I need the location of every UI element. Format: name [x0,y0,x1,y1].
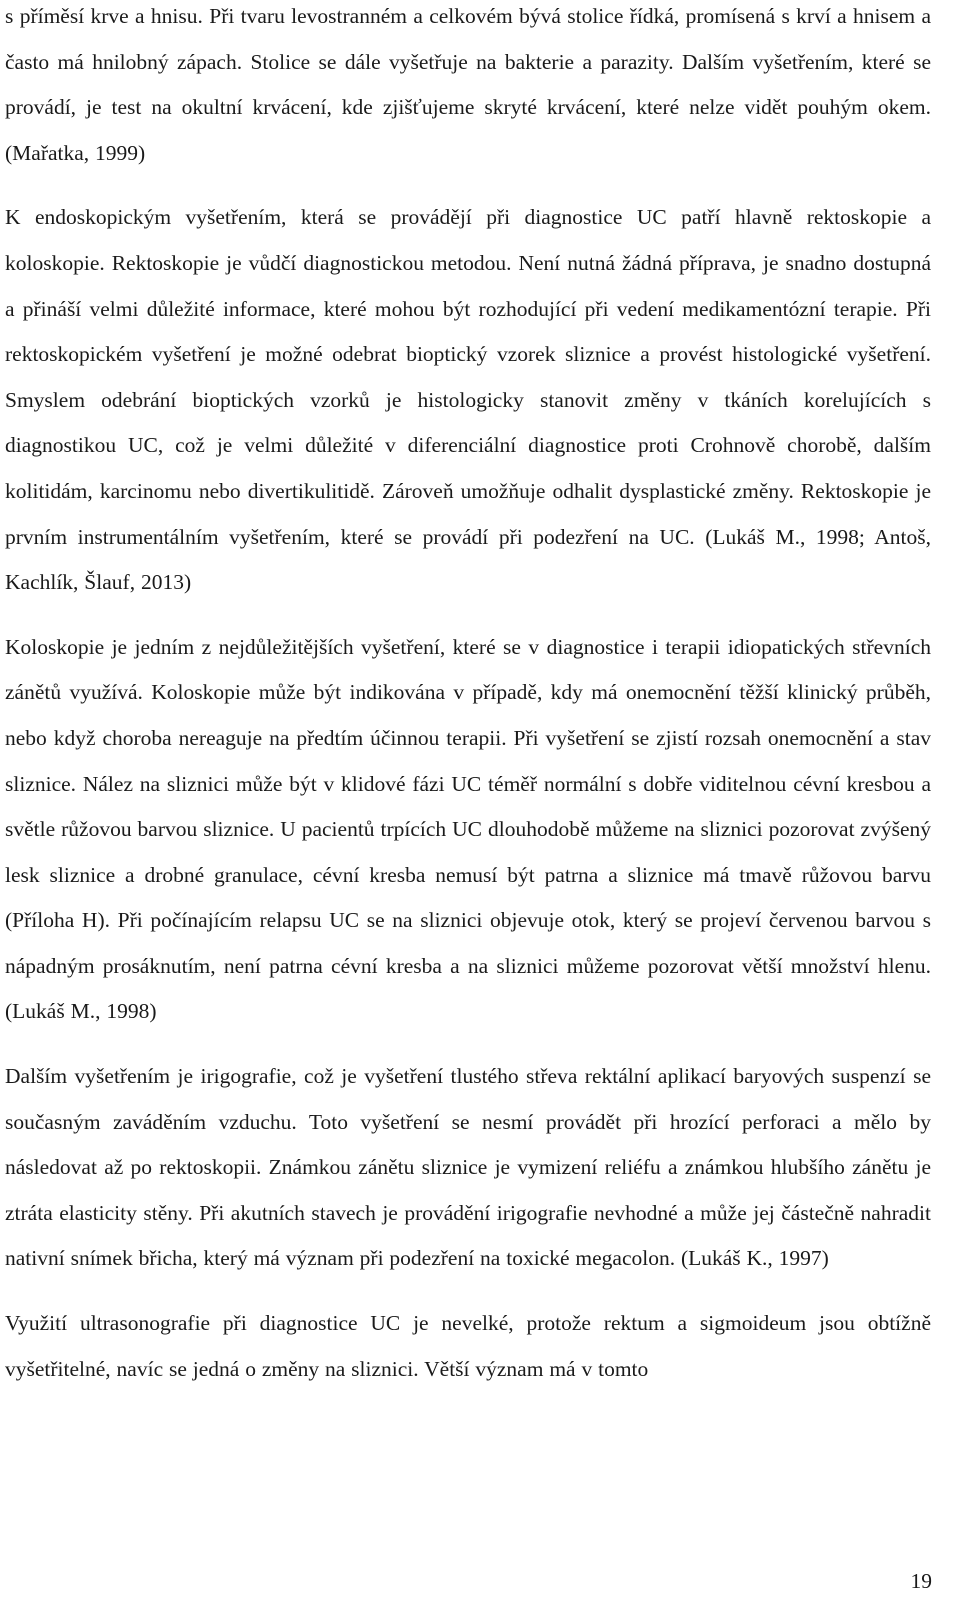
document-page [5,0,931,1392]
page-number: 19 [910,1569,932,1593]
paragraph-ultrasonography: Využití ultrasonografie při diagnostice UC je nevelké, protože rektum a sigmoideum jsou obtížně vyšetřitelné, navíc se jedná o změny na sliznici. Větší význam má v tomto [5,1311,931,1381]
paragraph-endoscopic-examination: K endoskopickým vyšetřením, která se provádějí při diagnostice UC patří hlavně rektoskopie a koloskopie. Rektoskopie je vůdčí diagnostickou metodou. Není nutná žádná příprava, je snadno dostupná a přináší velmi důležité informace, které mohou být rozhodující při vedení medikamentózní terapie. Při rektoskopickém vyšetření je možné odebrat bioptický vzorek sliznice a provést histologické vyšetření. Smyslem odebrání bioptických vzorků je histologicky stanovit změny v tkáních korelujících s diagnostikou UC, což je velmi důležité v diferenciální diagnostice proti Crohnově chorobě, dalším kolitidám, karcinomu nebo divertikulitidě. Zároveň umožňuje odhalit dysplastické změny. Rektoskopie je prvním instrumentálním vyšetřením, které se provádí při podezření na UC. (Lukáš M., 1998; Antoš, Kachlík, Šlauf, 2013) [5,205,931,595]
paragraph-irigography: Dalším vyšetřením je irigografie, což je vyšetření tlustého střeva rektální aplikací baryových suspenzí se současným zaváděním vzduchu. Toto vyšetření se nesmí provádět při hrozící perforaci a mělo by následovat až po rektoskopii. Známkou zánětu sliznice je vymizení reliéfu a známkou hlubšího zánětu je ztráta elasticity stěny. Při akutních stavech je provádění irigografie nevhodné a může jej částečně nahradit nativní snímek břicha, který má význam při podezření na toxické megacolon. (Lukáš K., 1997) [5,1064,931,1271]
paragraph-stool-examination: s příměsí krve a hnisu. Při tvaru levostranném a celkovém bývá stolice řídká, promísená s krví a hnisem a často má hnilobný zápach. Stolice se dále vyšetřuje na bakterie a parazity. Dalším vyšetřením, které se provádí, je test na okultní krvácení, kde zjišťujeme skryté krvácení, které nelze vidět pouhým okem. (Mařatka, 1999) [5,4,931,165]
paragraph-colonoscopy: Koloskopie je jedním z nejdůležitějších vyšetření, které se v diagnostice i terapii idiopatických střevních zánětů využívá. Koloskopie může být indikována v případě, kdy má onemocnění těžší klinický průběh, nebo když choroba nereaguje na předtím účinnou terapii. Při vyšetření se zjistí rozsah onemocnění a stav sliznice. Nález na sliznici může být v klidové fázi UC téměř normální s dobře viditelnou cévní kresbou a světle růžovou barvou sliznice. U pacientů trpících UC dlouhodobě můžeme na sliznici pozorovat zvýšený lesk sliznice a drobné granulace, cévní kresba nemusí být patrna a sliznice má tmavě růžovou barvu (Příloha H). Při počínajícím relapsu UC se na sliznici objevuje otok, který se projeví červenou barvou s nápadným prosáknutím, není patrna cévní kresba a na sliznici můžeme pozorovat větší množství hlenu. (Lukáš M., 1998) [5,634,931,1024]
